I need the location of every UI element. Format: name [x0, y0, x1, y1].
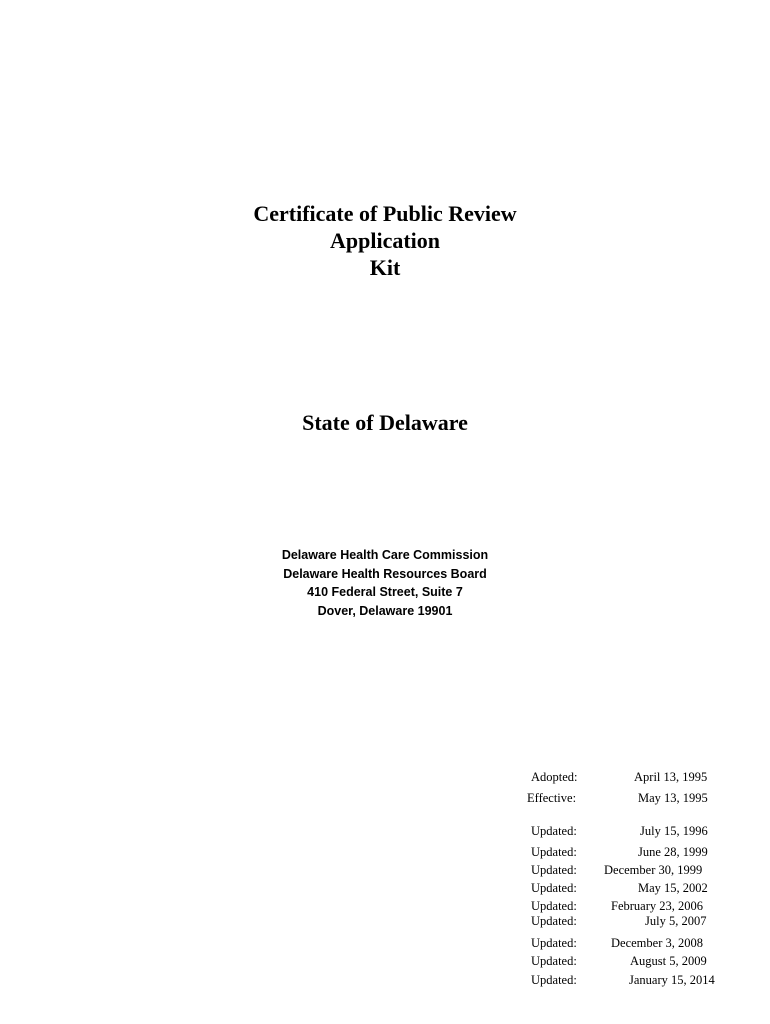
- date-value: December 30, 1999: [604, 863, 703, 877]
- date-label: Effective:: [527, 791, 577, 805]
- date-value: December 3, 2008: [611, 936, 703, 950]
- date-label: Updated:: [531, 824, 577, 838]
- address-line-4: Dover, Delaware 19901: [317, 603, 453, 618]
- address-line-3: 410 Federal Street, Suite 7: [307, 585, 463, 599]
- date-value: April 13, 1995: [634, 770, 708, 784]
- date-label: Updated:: [531, 954, 577, 968]
- date-value: February 23, 2006: [611, 899, 703, 913]
- date-label: Updated:: [531, 899, 577, 913]
- date-value: July 15, 1996: [640, 824, 708, 838]
- date-value: August 5, 2009: [630, 954, 707, 968]
- date-label: Updated:: [531, 845, 577, 859]
- date-label: Updated:: [531, 973, 577, 987]
- date-label: Updated:: [531, 863, 577, 877]
- address-line-2: Delaware Health Resources Board: [283, 566, 487, 581]
- date-value: May 13, 1995: [638, 791, 708, 805]
- date-label: Updated:: [531, 936, 577, 950]
- state-heading: State of Delaware: [302, 410, 468, 435]
- date-value: June 28, 1999: [638, 845, 708, 859]
- date-value: May 15, 2002: [638, 881, 708, 895]
- title-line-3: Kit: [369, 255, 401, 280]
- date-label: Updated:: [531, 914, 577, 928]
- date-label: Updated:: [531, 881, 577, 895]
- date-label: Adopted:: [531, 770, 578, 784]
- title-line-2: Application: [329, 228, 441, 253]
- address-line-1: Delaware Health Care Commission: [281, 548, 489, 562]
- title-line-1: Certificate of Public Review: [253, 201, 517, 226]
- date-value: January 15, 2014: [629, 973, 715, 987]
- date-value: July 5, 2007: [645, 914, 707, 928]
